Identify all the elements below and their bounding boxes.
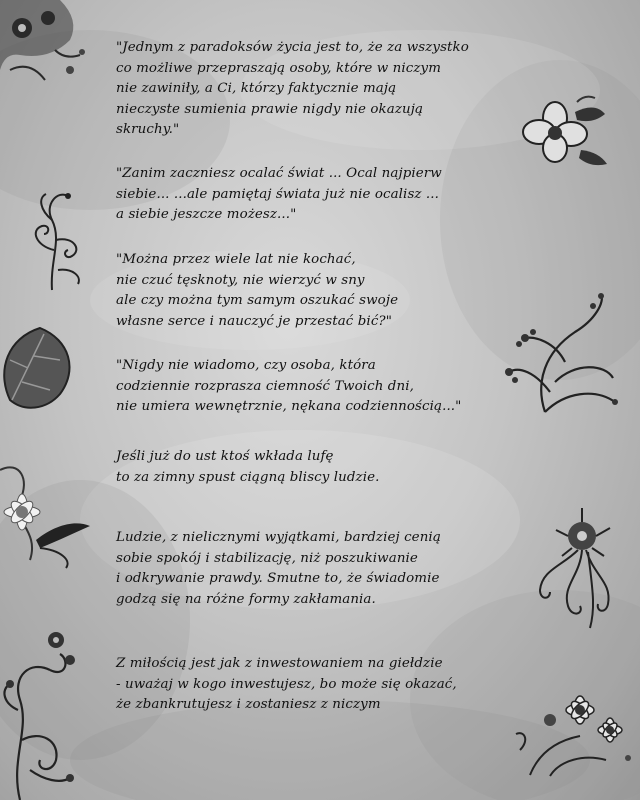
flower-icon <box>515 92 615 172</box>
quote-truth: Ludzie, z nielicznymi wyjątkami, bardziej cenią sobie spokój i stabilizację, niż poszukiwanie i odkrywanie prawdy. Smutne to, że świadomie godzą się na różne formy zakłamania. <box>116 530 441 607</box>
corner-flower-icon <box>0 0 100 100</box>
vine-icon <box>0 620 90 800</box>
flower-cluster-icon <box>510 680 635 780</box>
quote-paradox: "Jednym z paradoksów życia jest to, że za wszystko co możliwe przepraszają osoby, które w niczym nie zawiniły, a Ci, którzy faktycznie mają nieczyste sumienia prawie nigdy nie okazują skruchy." <box>116 40 469 138</box>
swirl-icon <box>22 180 92 295</box>
quote-darkness: "Nigdy nie wiadomo, czy osoba, która codziennie rozprasza ciemność Twoich dni, nie umiera wewnętrznie, nękana codziennością..." <box>116 358 462 415</box>
quote-heart: "Można przez wiele lat nie kochać, nie czuć tęsknoty, nie wierzyć w sny ale czy można tym samym oszukać swoje własne serce i nauczyć je przestać bić?" <box>116 252 399 329</box>
hanging-swirls-icon <box>532 506 627 631</box>
daisy-icon <box>0 440 100 570</box>
quote-trigger: Jeśli już do ust ktoś wkłada lufę to za zimny spust ciągną bliscy ludzie. <box>116 449 380 485</box>
floral-spray-icon <box>505 292 620 417</box>
quote-love-investment: Z miłością jest jak z inwestowaniem na giełdzie - uważaj w kogo inwestujesz, bo może się okazać, że zbankrutujesz i zostaniesz z niczym <box>116 656 457 713</box>
quote-save-world: "Zanim zaczniesz ocalać świat ... Ocal najpierw siebie... ...ale pamiętaj świata już nie ocalisz ... a siebie jeszcze możesz..." <box>116 166 442 223</box>
leaf-icon <box>0 320 80 410</box>
